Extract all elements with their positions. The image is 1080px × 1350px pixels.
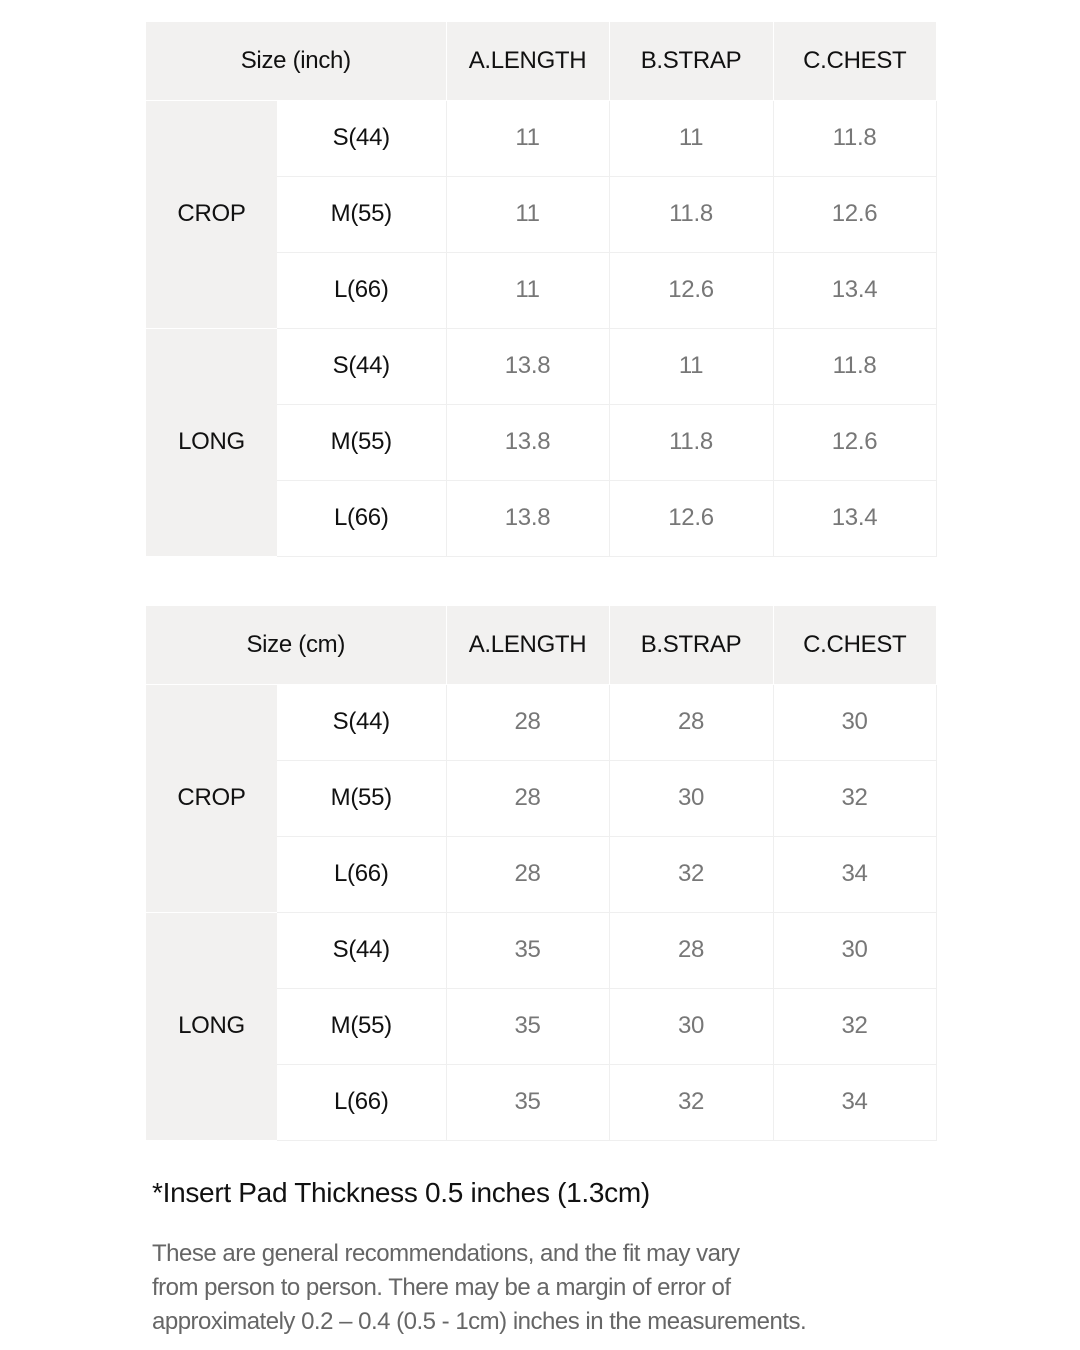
strap-value: 28 <box>609 912 773 988</box>
chest-value: 12.6 <box>773 176 936 252</box>
disclaimer-line: approximately 0.2 – 0.4 (0.5 - 1cm) inches in the measurements. <box>152 1308 807 1335</box>
group-label-long: LONG <box>146 328 277 556</box>
strap-value: 11.8 <box>609 176 773 252</box>
length-value: 11 <box>446 252 609 328</box>
size-label: M(55) <box>277 988 446 1064</box>
table-header-row <box>146 606 936 684</box>
chest-value: 11.8 <box>773 100 936 176</box>
length-value: 28 <box>446 684 609 760</box>
chest-value: 30 <box>773 684 936 760</box>
strap-value: 12.6 <box>609 480 773 556</box>
length-value: 11 <box>446 100 609 176</box>
size-label: L(66) <box>277 480 446 556</box>
disclaimer-line: These are general recommendations, and the fit may vary <box>152 1240 740 1267</box>
length-value: 13.8 <box>446 404 609 480</box>
length-value: 13.8 <box>446 328 609 404</box>
pad-thickness-note: *Insert Pad Thickness 0.5 inches (1.3cm) <box>152 1177 650 1208</box>
length-value: 11 <box>446 176 609 252</box>
strap-value: 30 <box>609 988 773 1064</box>
length-column-header: A.LENGTH <box>446 606 609 684</box>
chest-value: 34 <box>773 1064 936 1140</box>
strap-value: 30 <box>609 760 773 836</box>
strap-column-header: B.STRAP <box>609 22 773 100</box>
size-label: L(66) <box>277 1064 446 1140</box>
size-unit-header: Size (cm) <box>146 606 446 684</box>
size-table-inch <box>146 22 937 557</box>
chest-value: 30 <box>773 912 936 988</box>
table-row <box>146 912 936 988</box>
length-value: 13.8 <box>446 480 609 556</box>
size-label: S(44) <box>277 684 446 760</box>
chest-value: 12.6 <box>773 404 936 480</box>
strap-value: 32 <box>609 1064 773 1140</box>
table-row <box>146 684 936 760</box>
chest-column-header: C.CHEST <box>773 606 936 684</box>
fit-disclaimer <box>152 1237 912 1339</box>
size-label: L(66) <box>277 252 446 328</box>
strap-value: 32 <box>609 836 773 912</box>
length-column-header: A.LENGTH <box>446 22 609 100</box>
strap-value: 11 <box>609 328 773 404</box>
size-label: S(44) <box>277 912 446 988</box>
chest-column-header: C.CHEST <box>773 22 936 100</box>
size-table-cm <box>146 606 937 1141</box>
group-label-crop: CROP <box>146 100 277 328</box>
chest-value: 13.4 <box>773 252 936 328</box>
chest-value: 32 <box>773 760 936 836</box>
size-label: M(55) <box>277 176 446 252</box>
size-label: L(66) <box>277 836 446 912</box>
length-value: 28 <box>446 760 609 836</box>
chest-value: 11.8 <box>773 328 936 404</box>
strap-value: 28 <box>609 684 773 760</box>
size-label: S(44) <box>277 100 446 176</box>
length-value: 35 <box>446 988 609 1064</box>
length-value: 28 <box>446 836 609 912</box>
strap-value: 12.6 <box>609 252 773 328</box>
size-label: S(44) <box>277 328 446 404</box>
disclaimer-line: from person to person. There may be a margin of error of <box>152 1274 731 1301</box>
group-label-crop: CROP <box>146 684 277 912</box>
length-value: 35 <box>446 912 609 988</box>
chest-value: 34 <box>773 836 936 912</box>
chest-value: 13.4 <box>773 480 936 556</box>
strap-value: 11.8 <box>609 404 773 480</box>
length-value: 35 <box>446 1064 609 1140</box>
chest-value: 32 <box>773 988 936 1064</box>
size-label: M(55) <box>277 760 446 836</box>
group-label-long: LONG <box>146 912 277 1140</box>
strap-column-header: B.STRAP <box>609 606 773 684</box>
table-row <box>146 328 936 404</box>
table-row <box>146 100 936 176</box>
table-header-row <box>146 22 936 100</box>
strap-value: 11 <box>609 100 773 176</box>
size-label: M(55) <box>277 404 446 480</box>
size-unit-header: Size (inch) <box>146 22 446 100</box>
